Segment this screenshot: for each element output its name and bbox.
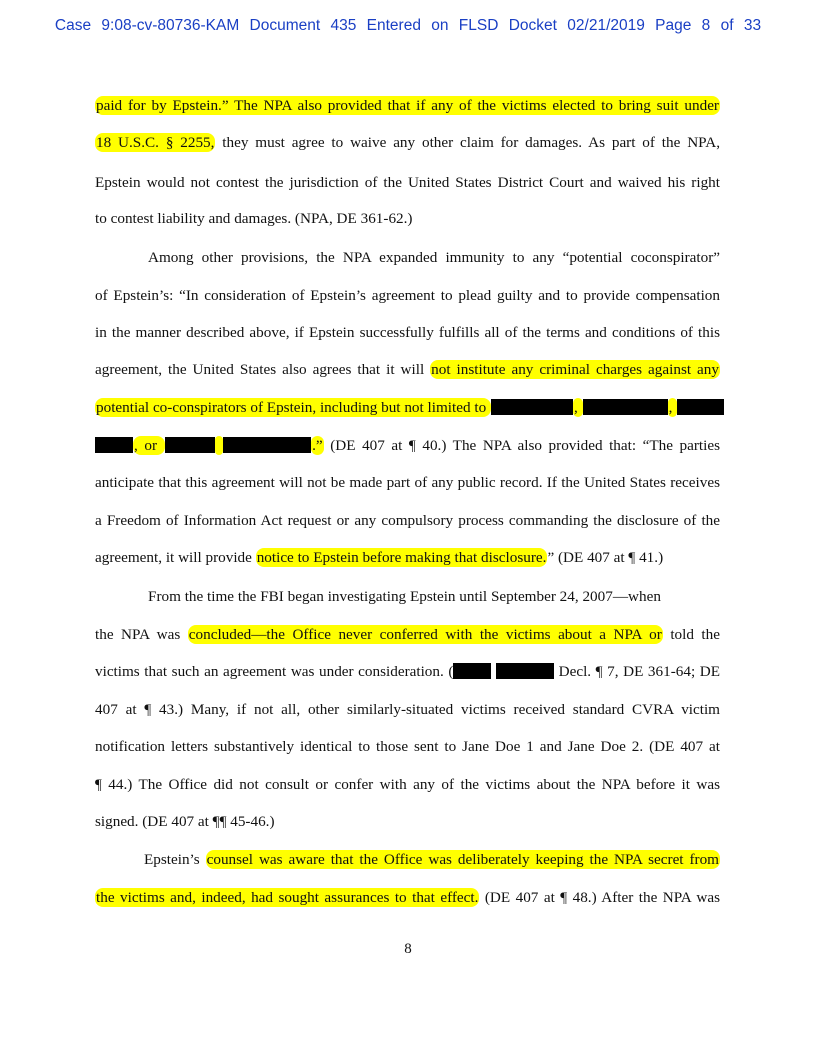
text-line — [148, 587, 720, 607]
text-line — [95, 625, 720, 645]
text-segment: ” (DE 407 at ¶ 41.) — [547, 549, 664, 566]
text-segment: agreement, it will provide — [95, 549, 256, 566]
text-line — [95, 473, 720, 493]
page-number: 8 — [404, 941, 412, 957]
text-segment: told the — [662, 626, 720, 643]
redaction-block — [223, 437, 311, 453]
text-segment: Epstein would not contest the jurisdiction of the United States District Court and waived his right — [95, 174, 720, 191]
highlighted-text: , — [668, 399, 677, 416]
text-line — [95, 286, 720, 306]
highlighted-text: potential co-conspirators of Epstein, including but not limited to — [96, 399, 490, 416]
highlighted-text: the victims and, indeed, had sought assurances to that effect. — [96, 889, 479, 906]
text-line — [95, 548, 720, 568]
text-segment: the NPA was — [95, 626, 188, 643]
highlighted-text: paid for by Epstein.” The NPA also provided that if any of the victims elected to bring suit under — [96, 97, 719, 114]
redaction-block — [95, 437, 133, 453]
text-line — [148, 248, 720, 268]
docket-header: Case 9:08-cv-80736-KAM Document 435 Entered on FLSD Docket 02/21/2019 Page 8 of 33 — [54, 17, 762, 34]
highlighted-text: not institute any criminal charges against any — [431, 361, 719, 378]
text-segment: (DE 407 at ¶ 48.) After the NPA was — [479, 889, 720, 906]
highlighted-text — [215, 436, 224, 455]
text-line — [95, 398, 720, 418]
highlighted-text: notice to Epstein before making that disclosure. — [256, 549, 547, 566]
text-line — [95, 436, 720, 456]
text-line — [95, 775, 720, 795]
text-line — [95, 173, 720, 193]
text-segment: From the time the FBI began investigating Epstein until September 24, 2007—when — [148, 588, 661, 605]
highlighted-text: counsel was aware that the Office was deliberately keeping the NPA secret from — [206, 851, 719, 868]
redaction-block — [583, 399, 668, 415]
text-segment: Epstein’s — [144, 851, 206, 868]
text-segment: (DE 407 at ¶ 40.) The NPA also provided that: “The parties — [323, 437, 721, 454]
text-line — [95, 812, 720, 832]
text-line — [95, 209, 720, 229]
text-line — [95, 662, 720, 682]
text-segment: in the manner described above, if Epstein successfully fulfills all of the terms and conditions of this — [95, 324, 720, 341]
text-line — [95, 888, 720, 908]
redaction-block — [165, 437, 215, 453]
text-segment: victims that such an agreement was under consideration. ( — [95, 663, 454, 680]
text-segment: 407 at ¶ 43.) Many, if not all, other similarly-situated victims received standard CVRA victim — [95, 701, 720, 718]
text-line — [144, 850, 720, 870]
text-segment: notification letters substantively identical to those sent to Jane Doe 1 and Jane Doe 2. (DE 407 at — [95, 738, 720, 755]
text-line — [95, 133, 720, 153]
highlighted-text: .” — [312, 437, 323, 454]
text-segment: ¶ 44.) The Office did not consult or confer with any of the victims about the NPA before it was — [95, 776, 720, 793]
highlighted-text: 18 U.S.C. § 2255, — [96, 134, 215, 151]
text-line — [95, 323, 720, 343]
text-segment: Among other provisions, the NPA expanded immunity to any “potential coconspirator” — [148, 249, 720, 266]
text-line — [95, 511, 720, 531]
redaction-block — [677, 399, 724, 415]
highlighted-text: , — [573, 399, 582, 416]
highlighted-text: concluded—the Office never conferred with the victims about a NPA or — [188, 626, 662, 643]
text-line — [95, 96, 720, 116]
text-segment: a Freedom of Information Act request or any compulsory process commanding the disclosure of the — [95, 512, 720, 529]
text-segment: they must agree to waive any other claim for damages. As part of the NPA, — [215, 134, 720, 151]
text-line — [95, 737, 720, 757]
text-segment: agreement, the United States also agrees that it will — [95, 361, 431, 378]
text-segment: to contest liability and damages. (NPA, DE 361-62.) — [95, 210, 413, 227]
text-segment: of Epstein’s: “In consideration of Epstein’s agreement to plead guilty and to provide compensation — [95, 287, 720, 304]
redaction-block — [491, 399, 573, 415]
text-segment: anticipate that this agreement will not be made part of any public record. If the United States receives — [95, 474, 720, 491]
redaction-block — [496, 663, 554, 679]
highlighted-text: , or — [134, 437, 164, 454]
text-segment: Decl. ¶ 7, DE 361-64; DE — [554, 663, 720, 680]
text-segment: signed. (DE 407 at ¶¶ 45-46.) — [95, 813, 275, 830]
redaction-block — [453, 663, 491, 679]
text-line — [95, 360, 720, 380]
text-line — [95, 700, 720, 720]
